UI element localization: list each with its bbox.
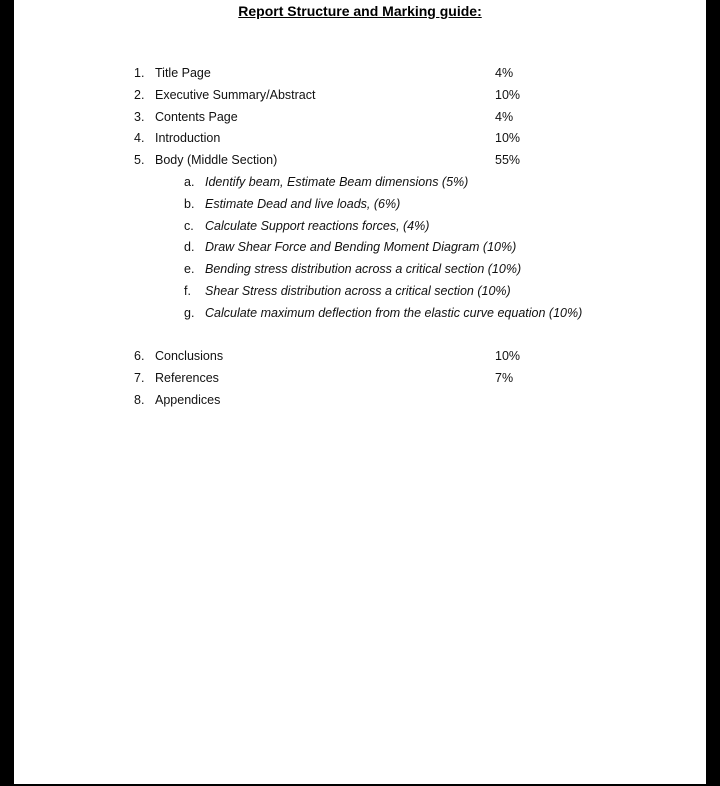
item-label: References [155, 371, 219, 385]
item-label: Conclusions [155, 349, 224, 363]
item-percentage: 7% [495, 371, 514, 385]
item-number: 8. [134, 393, 145, 407]
item-number: 3. [134, 110, 145, 124]
item-percentage: 4% [495, 110, 514, 124]
sub-item-label: Estimate Dead and live loads, (6%) [205, 197, 401, 211]
sub-item-letter: a. [184, 175, 195, 189]
sub-item-label: Bending stress distribution across a critical section (10%) [205, 262, 522, 276]
item-percentage: 10% [495, 349, 521, 363]
sub-item-letter: b. [184, 197, 195, 211]
sub-item-letter: g. [184, 306, 195, 320]
sub-item-label: Calculate Support reactions forces, (4%) [205, 219, 430, 233]
item-percentage: 55% [495, 153, 521, 167]
sub-item-label: Draw Shear Force and Bending Moment Diagram (10%) [205, 240, 517, 254]
item-label: Executive Summary/Abstract [155, 88, 316, 102]
item-number: 1. [134, 66, 145, 80]
item-percentage: 10% [495, 131, 521, 145]
item-label: Contents Page [155, 110, 238, 124]
item-number: 4. [134, 131, 145, 145]
sub-item-letter: d. [184, 240, 195, 254]
item-label: Title Page [155, 66, 211, 80]
item-number: 7. [134, 371, 145, 385]
item-number: 5. [134, 153, 145, 167]
item-label: Introduction [155, 131, 221, 145]
item-number: 6. [134, 349, 145, 363]
item-percentage: 4% [495, 66, 514, 80]
sub-item-letter: f. [184, 284, 191, 298]
sub-item-letter: c. [184, 219, 194, 233]
page-title: Report Structure and Marking guide: [238, 3, 482, 19]
sub-item-label: Calculate maximum deflection from the elastic curve equation (10%) [205, 306, 583, 320]
item-label: Appendices [155, 393, 221, 407]
sub-item-label: Shear Stress distribution across a critical section (10%) [205, 284, 511, 298]
sub-item-letter: e. [184, 262, 195, 276]
item-number: 2. [134, 88, 145, 102]
sub-item-label: Identify beam, Estimate Beam dimensions (5%) [205, 175, 469, 189]
item-label: Body (Middle Section) [155, 153, 278, 167]
document-page [14, 0, 706, 784]
item-percentage: 10% [495, 88, 521, 102]
